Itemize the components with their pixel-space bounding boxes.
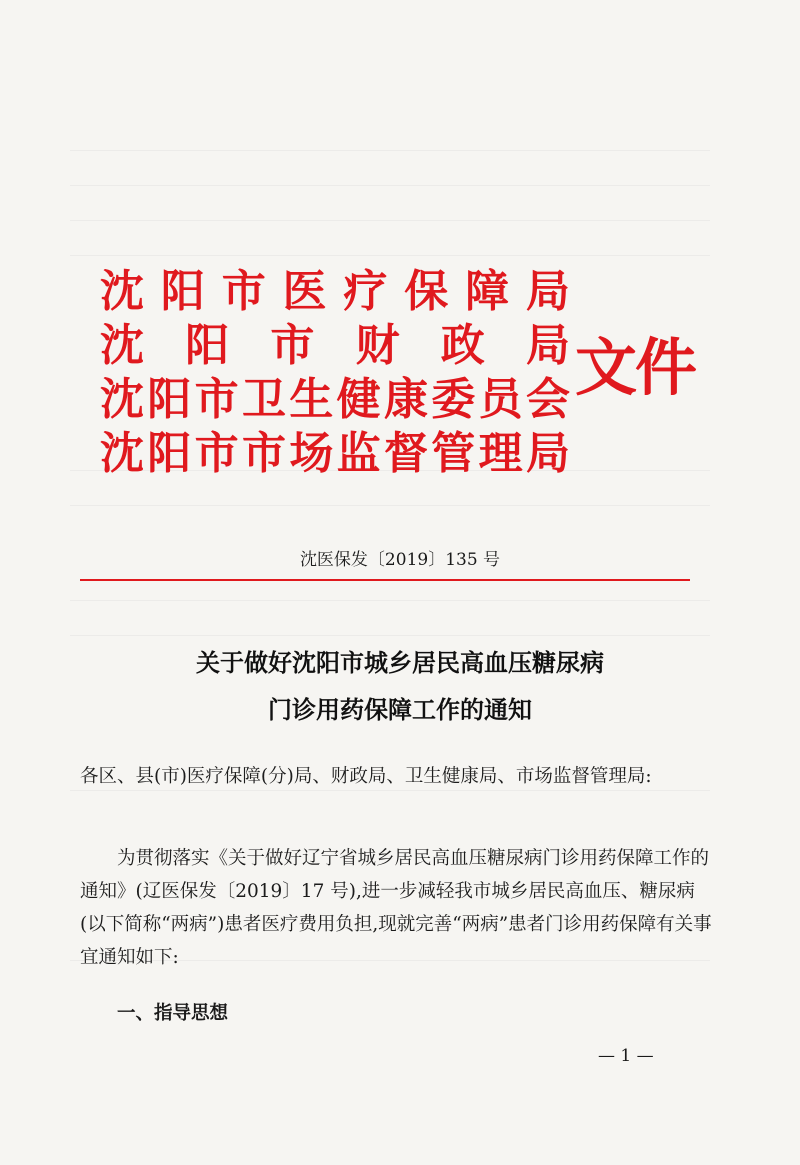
issuer-char: 沈 [100, 428, 144, 479]
bleed-texture [70, 600, 710, 601]
recipients: 各区、县(市)医疗保障(分)局、财政局、卫生健康局、市场监督管理局: [80, 766, 652, 787]
page-number: — 1 — [598, 1046, 654, 1066]
issuer-char: 市 [241, 428, 286, 479]
section-heading-1: 一、指导思想 [117, 1003, 229, 1024]
document-number: 沈医保发〔2019〕135 号 [299, 550, 501, 570]
red-divider [80, 579, 690, 581]
bleed-texture [70, 185, 710, 186]
issuer-char: 阳 [147, 428, 192, 479]
issuer-char: 沈 [100, 266, 144, 317]
issuer-char: 会 [525, 374, 570, 425]
issuer-char: 局 [525, 320, 570, 371]
issuer-char: 卫 [241, 374, 286, 425]
bleed-texture [70, 635, 710, 636]
issuer-char: 障 [465, 266, 510, 317]
issuer-char: 阳 [185, 320, 230, 371]
issuer-char: 市 [221, 266, 266, 317]
issuer-char: 理 [478, 428, 523, 479]
issuer-char: 康 [383, 374, 428, 425]
issuer-char: 沈 [100, 320, 144, 371]
issuer-finance-bureau [100, 319, 570, 373]
issuer-char: 疗 [343, 266, 388, 317]
issuer-char: 阳 [147, 374, 192, 425]
issuer-char: 督 [383, 428, 428, 479]
issuing-agencies [100, 265, 570, 481]
document-title-line-1: 关于做好沈阳市城乡居民高血压糖尿病 [196, 649, 604, 677]
issuer-char: 保 [404, 266, 449, 317]
document-type-label: 文件 [575, 331, 696, 404]
issuer-char: 生 [289, 374, 334, 425]
issuer-char: 市 [194, 428, 239, 479]
issuer-char: 局 [525, 266, 570, 317]
issuer-char: 管 [431, 428, 476, 479]
issuer-char: 沈 [100, 374, 144, 425]
issuer-char: 监 [336, 428, 381, 479]
issuer-char: 健 [336, 374, 381, 425]
issuer-char: 局 [525, 428, 570, 479]
bleed-texture [70, 505, 710, 506]
document-title-line-2: 门诊用药保障工作的通知 [268, 696, 532, 724]
issuer-medical-security-bureau [100, 265, 570, 319]
issuer-market-supervision-bureau [100, 427, 570, 481]
issuer-char: 市 [194, 374, 239, 425]
issuer-char: 员 [478, 374, 523, 425]
issuer-char: 财 [355, 320, 400, 371]
issuer-char: 委 [431, 374, 476, 425]
bleed-texture [70, 255, 710, 256]
issuer-char: 市 [270, 320, 315, 371]
paragraph-1: 为贯彻落实《关于做好辽宁省城乡居民高血压糖尿病门诊用药保障工作的通知》(辽医保发〔2019〕17 号),进一步减轻我市城乡居民高血压、糖尿病(以下简称“两病”)患者医疗费用负担,现就完善“两病”患者门诊用药保障有关事宜通知如下: [80, 848, 712, 968]
bleed-texture [70, 220, 710, 221]
issuer-health-commission [100, 373, 570, 427]
bleed-texture [70, 150, 710, 151]
issuer-char: 医 [282, 266, 327, 317]
issuer-char: 阳 [160, 266, 205, 317]
issuer-char: 政 [440, 320, 485, 371]
issuer-char: 场 [289, 428, 334, 479]
